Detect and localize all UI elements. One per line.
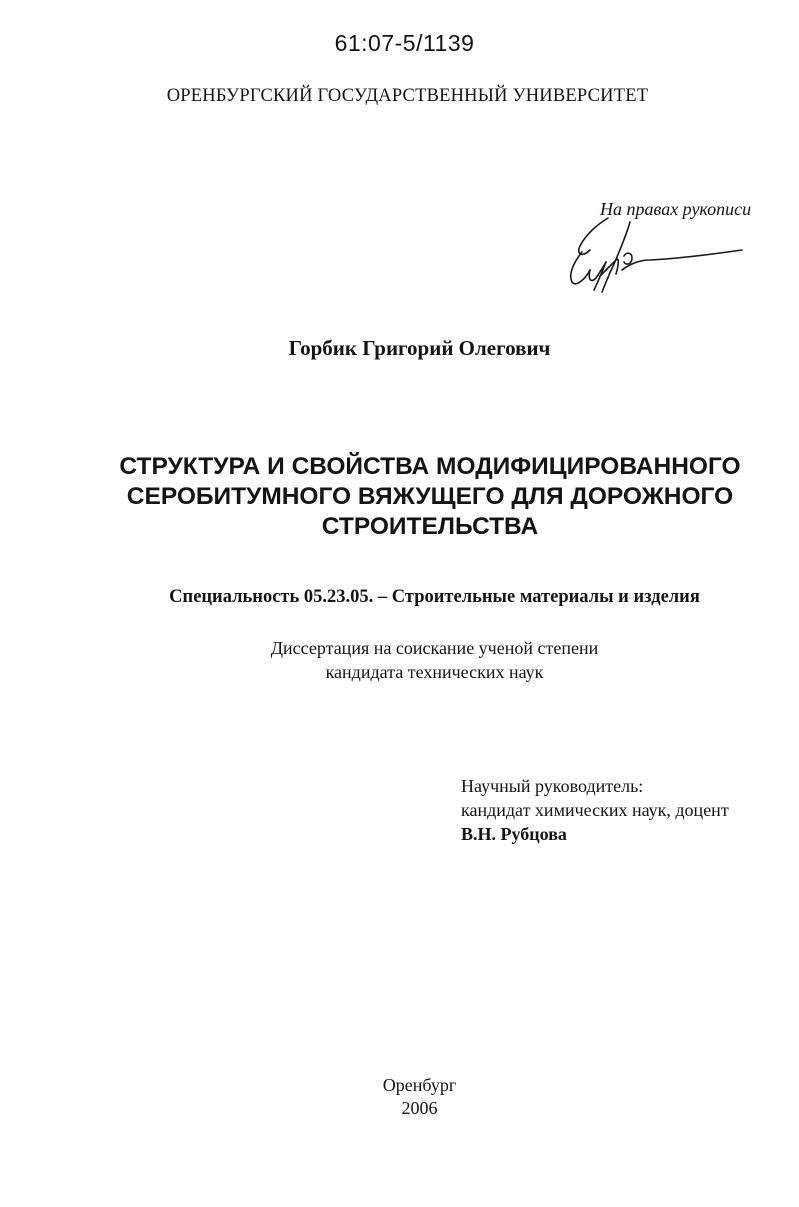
title-line: СТРОИТЕЛЬСТВА	[321, 513, 539, 540]
signature-image	[560, 212, 750, 297]
year: 2006	[401, 1098, 438, 1118]
supervisor-title: кандидат химических наук, доцент	[461, 800, 729, 820]
university-name: ОРЕНБУРГСКИЙ ГОСУДАРСТВЕННЫЙ УНИВЕРСИТЕТ	[166, 86, 649, 106]
catalog-code: 61:07-5/1139	[334, 30, 475, 56]
specialty: Специальность 05.23.05. – Строительные материалы и изделия	[169, 587, 700, 607]
footer	[0, 1074, 799, 1120]
author-name: Горбик Григорий Олегович	[288, 336, 551, 360]
dissertation-title	[90, 452, 770, 542]
degree-statement	[0, 636, 799, 684]
manuscript-note: На правах рукописи	[600, 199, 752, 219]
supervisor-role: Научный руководитель:	[461, 776, 644, 796]
title-line: СЕРОБИТУМНОГО ВЯЖУЩЕГО ДЛЯ ДОРОЖНОГО	[126, 483, 734, 510]
supervisor-name: В.Н. Рубцова	[461, 824, 567, 844]
degree-line: Диссертация на соискание ученой степени	[270, 638, 599, 658]
supervisor-block	[461, 774, 729, 846]
title-line: СТРУКТУРА И СВОЙСТВА МОДИФИЦИРОВАННОГО	[119, 453, 741, 480]
degree-line: кандидата технических наук	[325, 662, 544, 682]
city: Оренбург	[382, 1075, 457, 1095]
